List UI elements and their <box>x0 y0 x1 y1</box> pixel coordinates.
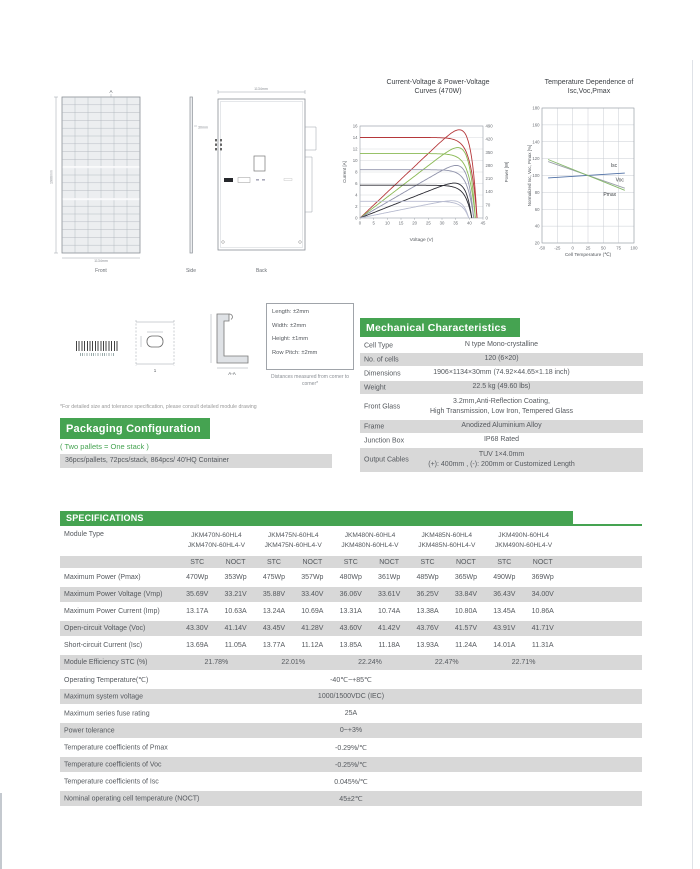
spec-electrical-row <box>60 604 642 619</box>
spec-model-name <box>332 528 409 554</box>
spec-value-cell: 13.38A <box>416 608 439 615</box>
spec-condition-cell: NOCT <box>379 558 400 566</box>
frame-profile <box>217 314 248 363</box>
spec-model-name <box>178 528 255 554</box>
spec-value-cell: 369Wp <box>531 574 554 581</box>
spec-merged-row <box>60 740 642 755</box>
svg-text:6: 6 <box>355 181 358 186</box>
barcode-text <box>80 353 114 356</box>
svg-text:-25: -25 <box>554 245 561 251</box>
spec-efficiency-cell: 21.78% <box>204 659 229 666</box>
spec-model-name <box>485 528 562 554</box>
svg-text:0: 0 <box>485 215 488 221</box>
svg-text:100: 100 <box>630 245 638 251</box>
front-width-dimension: 1134mm <box>94 259 108 263</box>
mechanical-row <box>360 448 643 472</box>
spec-value-cell: 41.57V <box>454 625 478 632</box>
mounting-hole-detail <box>128 316 183 374</box>
tolerance-height: Height: ±1mm <box>272 336 309 342</box>
spec-row-label: Maximum system voltage <box>64 693 143 700</box>
spec-electrical-row <box>60 587 642 602</box>
svg-text:350: 350 <box>485 149 493 155</box>
temp-chart-xlabel: Cell Temperature (℃) <box>564 253 612 258</box>
spec-value-cell: 11.05A <box>224 642 247 649</box>
spec-filler <box>562 604 642 619</box>
spec-filler <box>562 587 642 602</box>
front-height-dimension: 1906mm <box>49 170 54 184</box>
spec-value-cell: 43.76V <box>416 625 439 632</box>
spec-row-label: Nominal operating cell temperature (NOCT) <box>64 795 200 802</box>
spec-value-cell: 490Wp <box>493 574 516 581</box>
spec-value-cell: 475Wp <box>262 574 286 581</box>
svg-text:140: 140 <box>485 189 493 195</box>
specifications-table <box>60 528 642 808</box>
spec-value-cell: 41.42V <box>378 625 401 632</box>
temp-chart-title-line1: Temperature Dependence of <box>544 79 634 86</box>
spec-merged-row <box>60 706 642 721</box>
mechanical-row <box>360 339 643 352</box>
packaging-detail: 36pcs/pallets, 72pcs/stack, 864pcs/ 40'HQ Container <box>60 454 332 468</box>
spec-value-cell: 36.25V <box>416 591 439 598</box>
temp-chart-title-line2: Isc,Voc,Pmax <box>567 88 611 95</box>
spec-module-row <box>60 528 642 554</box>
mechanical-row-label: Junction Box <box>364 437 405 444</box>
spec-value-cell: 33.21V <box>224 591 247 598</box>
iv-chart-xlabel: Voltage (V) <box>409 238 434 243</box>
mechanical-row-value-line: N type Mono-crystalline <box>464 341 539 349</box>
spec-value-cell: 35.69V <box>186 591 209 598</box>
spec-value-cell: 33.61V <box>378 591 401 598</box>
mechanical-row-value-line: 1906×1134×30mm (74.92×44.65×1.18 inch) <box>433 369 570 377</box>
svg-text:70: 70 <box>485 202 491 208</box>
spec-electrical-row <box>60 621 642 636</box>
spec-value-cell: 43.45V <box>262 625 286 632</box>
spec-row-label: Maximum Power Current (Imp) <box>64 608 160 615</box>
svg-text:0: 0 <box>355 215 358 221</box>
mechanical-row-label: Output Cables <box>364 456 409 464</box>
spec-row-label: Maximum series fuse rating <box>64 710 150 717</box>
svg-text:12: 12 <box>352 146 358 152</box>
spec-condition-cell: NOCT <box>302 558 323 566</box>
svg-text:80: 80 <box>534 189 540 195</box>
spec-value-cell: 43.91V <box>493 625 516 632</box>
svg-text:30: 30 <box>439 220 445 226</box>
mechanical-row <box>360 434 643 447</box>
svg-text:280: 280 <box>485 162 493 168</box>
mechanical-row-value <box>360 353 643 366</box>
spec-value-cell: 13.17A <box>186 608 209 615</box>
svg-text:140: 140 <box>532 139 540 145</box>
spec-value-cell: 13.77A <box>262 642 286 649</box>
spec-condition-cell: STC <box>497 558 512 566</box>
page-right-border <box>692 60 693 869</box>
spec-row-label: Module Efficiency STC (%) <box>64 659 148 666</box>
spec-value-cell: 33.40V <box>301 591 324 598</box>
tolerance-width: Width: ±2mm <box>272 322 307 329</box>
mounting-hole <box>147 336 163 347</box>
svg-text:-50: -50 <box>538 245 546 251</box>
spec-value-cell: 13.69A <box>186 642 209 649</box>
spec-value-cell: 34.00V <box>531 591 554 598</box>
section-label: A-A <box>228 371 236 376</box>
spec-value-cell: 36.43V <box>493 591 516 598</box>
spec-efficiency-cell: 22.71% <box>511 659 536 666</box>
spec-efficiency-row <box>60 655 642 670</box>
svg-text:5: 5 <box>372 220 375 226</box>
iv-chart-title-line2: Curves (470W) <box>414 88 462 95</box>
spec-value-cell: 10.69A <box>301 608 324 615</box>
spec-row-label: Maximum Power Voltage (Vmp) <box>64 591 163 598</box>
spec-row-label: Open-circuit Voltage (Voc) <box>64 625 146 632</box>
temperature-dependence-chart <box>526 92 661 267</box>
packaging-subtitle: ( Two pallets = One stack ) <box>60 442 149 451</box>
spec-condition-label <box>60 556 178 568</box>
spec-value-cell: 33.84V <box>454 591 478 598</box>
spec-condition-cell: STC <box>266 558 281 566</box>
svg-text:Normalized Isc, Voc, Pmax [%]: Normalized Isc, Voc, Pmax [%] <box>527 144 532 207</box>
spec-value-cell: 353Wp <box>224 574 247 581</box>
mechanical-row-value <box>360 367 643 380</box>
spec-condition-cell: STC <box>190 558 205 566</box>
svg-text:490: 490 <box>485 123 493 129</box>
spec-row-label: Operating Temperature(℃) <box>64 676 149 684</box>
spec-value-cell: 13.31A <box>339 608 362 615</box>
spec-value-cell: 10.80A <box>454 608 478 615</box>
spec-model-line1: JKM485N-60HL4 <box>421 532 473 539</box>
spec-model-line2: JKM480N-60HL4-V <box>341 541 399 549</box>
spec-condition-cell: STC <box>420 558 435 566</box>
spec-value-cell: 361Wp <box>378 574 401 581</box>
packaging-header: Packaging Configuration <box>60 418 210 439</box>
spec-merged-row <box>60 774 642 789</box>
svg-text:10: 10 <box>352 158 358 163</box>
mechanical-row-value-line: 3.2mm,Anti-Reflection Coating, <box>453 397 550 405</box>
svg-text:14: 14 <box>352 135 358 140</box>
mechanical-row-value-line: High Transmission, Low Iron, Tempered Glass <box>429 408 574 415</box>
mechanical-row-label: Weight <box>364 384 386 391</box>
spec-efficiency-cell: 22.01% <box>281 659 306 666</box>
spec-condition-cell: NOCT <box>456 558 476 566</box>
spec-row-label: Power tolerance <box>64 727 115 734</box>
mechanical-row-value-line: 120 (6×20) <box>484 355 519 363</box>
spec-value-cell: 14.01A <box>493 642 516 649</box>
page-left-border <box>0 793 2 869</box>
spec-model-line1: JKM470N-60HL4 <box>191 532 242 539</box>
spec-model-line2: JKM470N-60HL4-V <box>187 541 245 549</box>
spec-electrical-row <box>60 570 642 585</box>
front-view-label: Front <box>95 268 107 274</box>
iv-chart-title-line1: Current-Voltage & Power-Voltage <box>386 79 490 86</box>
module-drawings <box>48 82 348 277</box>
spec-efficiency-cell: 22.24% <box>358 659 382 666</box>
mechanical-row <box>360 353 643 366</box>
mechanical-row-value-line: 22.5 kg (49.60 lbs) <box>472 383 531 391</box>
spec-model-line2: JKM475N-60HL4-V <box>264 541 322 549</box>
spec-row-value: 0.045%/℃ <box>334 778 368 786</box>
spec-value-cell: 11.24A <box>455 642 477 649</box>
spec-row-label: Temperature coefficients of Voc <box>64 761 162 768</box>
spec-model-line1: JKM475N-60HL4 <box>267 532 319 539</box>
svg-text:10: 10 <box>384 220 390 226</box>
spec-merged-row <box>60 672 642 687</box>
mechanical-header: Mechanical Characteristics <box>360 318 520 337</box>
mechanical-row <box>360 420 643 433</box>
mechanical-row-value-line: (+): 400mm , (-): 200mm or Customized Length <box>428 461 575 468</box>
svg-text:Power [W]: Power [W] <box>504 161 509 183</box>
spec-merged-row <box>60 757 642 772</box>
spec-merged-row <box>60 689 642 704</box>
mechanical-row-label: Front Glass <box>364 403 401 411</box>
spec-row-label: Short-circuit Current (Isc) <box>64 642 143 649</box>
specifications-header: SPECIFICATIONS <box>60 511 573 524</box>
mechanical-row-label: No. of cells <box>364 356 399 363</box>
spec-efficiency-cell: 22.47% <box>434 659 459 666</box>
svg-text:420: 420 <box>485 136 493 142</box>
spec-row-value: 1000/1500VDC (IEC) <box>317 693 385 700</box>
mechanical-row-value <box>360 420 643 433</box>
svg-text:Current [A]: Current [A] <box>342 161 347 183</box>
svg-text:100: 100 <box>532 173 540 178</box>
svg-text:20: 20 <box>534 240 540 246</box>
mechanical-row-value <box>360 381 643 394</box>
spec-value-cell: 41.28V <box>301 625 324 632</box>
mechanical-row-label: Cell Type <box>364 342 394 349</box>
svg-text:8: 8 <box>355 169 358 175</box>
svg-text:0: 0 <box>358 220 362 226</box>
spec-electrical-row <box>60 638 642 653</box>
side-view-label: Side <box>185 268 197 274</box>
drawing-footnote: *For detailed size and tolerance specification, please consult detailed module drawing <box>60 404 257 410</box>
specifications-rule <box>60 524 642 526</box>
mechanical-row <box>360 381 643 394</box>
mechanical-row-value <box>360 395 643 419</box>
mechanical-row-value <box>360 339 643 352</box>
mechanical-row-value-line: IP68 Rated <box>483 436 520 444</box>
spec-value-cell: 13.24A <box>262 608 286 615</box>
spec-row-value: -0.25%/℃ <box>335 761 367 769</box>
mechanical-row-value-line: Anodized Aluminium Alloy <box>461 422 542 430</box>
spec-value-cell: 43.60V <box>339 625 362 632</box>
spec-merged-row <box>60 723 642 738</box>
spec-filler <box>562 570 642 585</box>
front-cell-grid <box>62 97 140 253</box>
svg-text:40: 40 <box>534 223 540 229</box>
svg-text:2: 2 <box>355 204 358 209</box>
svg-text:4: 4 <box>355 192 358 198</box>
mechanical-row-label: Dimensions <box>364 370 401 377</box>
svg-text:16: 16 <box>352 123 358 129</box>
spec-model-line1: JKM490N-60HL4 <box>498 532 549 539</box>
spec-value-cell: 10.86A <box>531 608 554 615</box>
hole-detail-label: 1 <box>153 368 157 373</box>
frame-section-aa <box>203 306 261 376</box>
tolerance-box <box>266 303 354 370</box>
back-view <box>218 99 305 250</box>
mechanical-row-value <box>360 434 643 447</box>
spec-filler <box>562 556 642 568</box>
mechanical-row-label: Frame <box>364 423 385 430</box>
spec-condition-cell: NOCT <box>225 558 246 566</box>
spec-row-label: Maximum Power (Pmax) <box>64 574 141 581</box>
svg-text:210: 210 <box>485 176 493 182</box>
svg-text:15: 15 <box>398 220 404 226</box>
svg-text:60: 60 <box>534 206 540 212</box>
drawing-marker-a: A <box>109 89 113 94</box>
spec-value-cell: 485Wp <box>416 574 439 581</box>
spec-value-cell: 365Wp <box>454 574 478 581</box>
svg-text:Pmax: Pmax <box>603 191 617 198</box>
svg-text:45: 45 <box>480 220 486 226</box>
spec-value-cell: 357Wp <box>301 574 324 581</box>
svg-text:40: 40 <box>466 220 472 226</box>
spec-value-cell: 10.63A <box>224 608 247 615</box>
svg-text:0: 0 <box>571 245 574 251</box>
spec-row-value: 25A <box>344 710 358 717</box>
spec-condition-cell: STC <box>343 558 358 566</box>
spec-value-cell: 36.06V <box>339 591 362 598</box>
spec-model-name <box>408 528 485 554</box>
spec-row-value: -40℃~+85℃ <box>330 676 372 684</box>
back-width-dimension: 1134mm <box>254 87 268 91</box>
spec-filler <box>562 638 642 653</box>
side-depth-dimension: 30mm <box>198 125 208 130</box>
spec-row-value: -0.29%/℃ <box>335 744 367 752</box>
mechanical-row-value-line: TUV 1×4.0mm <box>478 450 525 458</box>
spec-merged-row <box>60 791 642 806</box>
spec-value-cell: 41.71V <box>531 625 554 632</box>
spec-filler <box>562 621 642 636</box>
svg-text:50: 50 <box>600 245 606 251</box>
barcode <box>76 341 118 351</box>
spec-value-cell: 470Wp <box>186 574 209 581</box>
spec-value-cell: 13.93A <box>416 642 439 649</box>
svg-text:20: 20 <box>412 220 418 226</box>
spec-model-line2: JKM485N-60HL4-V <box>418 541 476 549</box>
spec-model-line1: JKM480N-60HL4 <box>344 532 396 539</box>
mechanical-table <box>360 339 643 473</box>
svg-text:Voc: Voc <box>615 177 624 184</box>
mechanical-row <box>360 367 643 380</box>
spec-row-label: Temperature coefficients of Isc <box>64 778 159 785</box>
spec-value-cell: 11.12A <box>301 642 324 649</box>
spec-filler <box>562 655 642 670</box>
spec-value-cell: 480Wp <box>339 574 362 581</box>
spec-model-line2: JKM490N-60HL4-V <box>495 541 553 549</box>
mechanical-row <box>360 395 643 419</box>
back-view-label: Back <box>255 268 268 274</box>
svg-text:160: 160 <box>532 122 540 128</box>
spec-module-type-label: Module Type <box>64 531 104 538</box>
svg-text:Isc: Isc <box>610 163 618 170</box>
nameplate <box>224 178 233 182</box>
spec-value-cell: 13.45A <box>493 608 516 615</box>
tolerance-length: Length: ±2mm <box>272 309 310 315</box>
spec-value-cell: 13.85A <box>339 642 362 649</box>
spec-condition-cell: NOCT <box>532 558 553 566</box>
spec-row-value: 45±2℃ <box>339 795 363 803</box>
svg-text:35: 35 <box>453 220 459 226</box>
spec-value-cell: 10.74A <box>378 608 401 615</box>
svg-text:25: 25 <box>585 245 591 251</box>
spec-condition-row <box>60 556 642 568</box>
svg-text:180: 180 <box>532 105 540 111</box>
spec-value-cell: 11.18A <box>378 642 400 649</box>
tolerance-note: Distances measured from corner to corner* <box>270 374 350 387</box>
spec-filler <box>562 528 642 554</box>
svg-text:120: 120 <box>532 156 540 162</box>
spec-value-cell: 11.31A <box>531 642 554 649</box>
spec-value-cell: 35.88V <box>262 591 286 598</box>
tolerance-row-pitch: Row Pitch: ±2mm <box>272 349 318 356</box>
spec-row-value: 0~+3% <box>339 727 363 734</box>
spec-model-name <box>255 528 332 554</box>
spec-value-cell: 43.30V <box>186 625 209 632</box>
svg-text:25: 25 <box>425 220 431 226</box>
side-view <box>190 97 192 253</box>
spec-value-cell: 41.14V <box>224 625 247 632</box>
spec-row-label: Temperature coefficients of Pmax <box>64 744 168 751</box>
mechanical-row-value <box>360 448 643 472</box>
svg-text:75: 75 <box>616 245 622 251</box>
